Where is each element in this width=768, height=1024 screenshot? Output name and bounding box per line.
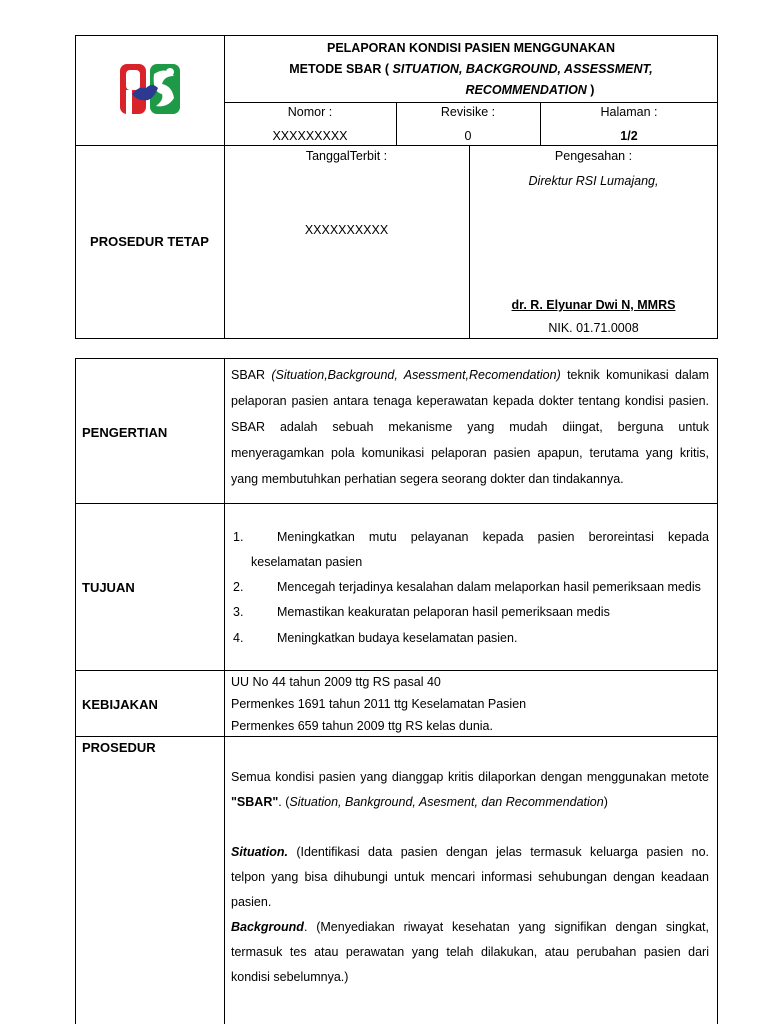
title-italic: SITUATION, BACKGROUND, ASSESSMENT, xyxy=(392,62,653,76)
tujuan-item-text: Memastikan keakuratan pelaporan hasil pemeriksaan medis xyxy=(277,605,610,619)
pengesahan-role xyxy=(469,173,718,189)
pengertian-rest: teknik komunikasi dalam xyxy=(560,368,709,382)
document-title xyxy=(224,38,718,101)
revisi-label: Revisike : xyxy=(440,105,496,119)
tujuan-label: TUJUAN xyxy=(82,580,135,595)
situation-line xyxy=(231,840,709,865)
halaman-label: Halaman : xyxy=(600,105,658,119)
prosedur-tetap-label: PROSEDUR TETAP xyxy=(90,234,209,249)
title-line-3 xyxy=(224,80,718,101)
pengesahan-label: Pengesahan : xyxy=(554,149,633,163)
divider xyxy=(224,358,225,1024)
prosedur-line: Semua kondisi pasien yang dianggap kritis dilaporkan dengan menggunakan metote xyxy=(231,770,709,784)
pengesahan-role-text: Direktur RSI Lumajang, xyxy=(528,174,659,188)
pengertian-label: PENGERTIAN xyxy=(82,425,168,440)
situation-paragraph xyxy=(231,840,709,915)
tujuan-item xyxy=(233,579,709,595)
background-line: kondisi sebelumnya.) xyxy=(231,970,349,984)
pengertian-line: pelaporan pasien antara tenaga keperawatan kepada dokter tentang kondisi pasien. xyxy=(231,394,709,408)
tujuan-item-text: keselamatan pasien xyxy=(251,555,363,569)
pengertian-text xyxy=(231,362,709,492)
background-line xyxy=(231,915,709,940)
situation-text: (Identifikasi data pasien dengan jelas termasuk keluarga pasien no. xyxy=(287,845,709,859)
title-line-2 xyxy=(224,59,718,80)
signer-nik: NIK. 01.71.0008 xyxy=(548,321,639,335)
pengertian-line xyxy=(231,362,709,388)
halaman-value: 1/2 xyxy=(620,129,638,143)
tujuan-item-number: 2. xyxy=(233,580,244,594)
tujuan-item xyxy=(233,604,709,620)
nomor-label: Nomor : xyxy=(287,105,333,119)
title-line-1: PELAPORAN KONDISI PASIEN MENGGUNAKAN xyxy=(327,41,615,55)
divider xyxy=(75,145,718,146)
prosedur-line xyxy=(231,790,709,815)
pengertian-line: yang membutuhkan perhatian segera seorang dokter dan tindakannya. xyxy=(231,472,624,486)
tujuan-item-number: 4. xyxy=(233,631,244,645)
sbar-bold: "SBAR" xyxy=(231,795,279,809)
tujuan-item xyxy=(233,630,709,646)
signer-name-text: dr. R. Elyunar Dwi N, MMRS xyxy=(511,298,676,312)
background-label: Background xyxy=(231,920,304,934)
kebijakan-label: KEBIJAKAN xyxy=(82,697,158,712)
title-prefix: METODE SBAR ( xyxy=(289,62,393,76)
signer-name xyxy=(469,297,718,313)
prosedur-end: ) xyxy=(603,795,608,809)
divider xyxy=(75,503,718,504)
tujuan-item-number: 3. xyxy=(233,605,244,619)
tujuan-item-text: Mencegah terjadinya kesalahan dalam melaporkan hasil pemeriksaan medis xyxy=(277,580,701,594)
prosedur-intro xyxy=(231,765,709,815)
pengertian-line: SBAR adalah sebuah mekanisme yang mudah diingat, berguna untuk xyxy=(231,420,709,434)
tujuan-item xyxy=(233,529,709,570)
title-suffix: ) xyxy=(586,83,595,97)
prosedur-label: PROSEDUR xyxy=(82,740,156,755)
background-text: . (Menyediakan riwayat kesehatan yang signifikan dengan singkat, xyxy=(303,920,709,934)
background-line: termasuk tes atau perawatan yang telah dilakukan, atau perubahan pasien dari xyxy=(231,945,709,959)
tanggal-label: TanggalTerbit : xyxy=(305,149,388,163)
hospital-logo xyxy=(118,60,182,118)
situation-label: Situation. xyxy=(231,845,288,859)
situation-line: telpon yang bisa dihubungi untuk mencari informasi sehubungan dengan keadaan xyxy=(231,870,709,884)
prosedur-mid: . ( xyxy=(278,795,290,809)
pengertian-italic: (Situation,Background, Asessment,Recomendation) xyxy=(271,368,561,382)
tujuan-item-text: Meningkatkan budaya keselamatan pasien. xyxy=(277,631,518,645)
kebijakan-item: Permenkes 659 tahun 2009 ttg RS kelas dunia. xyxy=(231,719,493,733)
tujuan-item-text: Meningkatkan mutu pelayanan kepada pasien beroreintasi kepada xyxy=(277,530,709,544)
tanggal-value: XXXXXXXXXX xyxy=(304,223,389,237)
tujuan-item-number: 1. xyxy=(233,530,244,544)
prosedur-italic: Situation, Bankground, Asesment, dan Recommendation xyxy=(289,795,604,809)
pengertian-sbar: SBAR xyxy=(231,368,272,382)
pengertian-line: menyeragamkan pola komunikasi pelaporan pasien apapun, terutama yang kritis, xyxy=(231,446,709,460)
kebijakan-list xyxy=(231,671,709,737)
situation-line: pasien. xyxy=(231,895,272,909)
nomor-value: XXXXXXXXX xyxy=(272,129,348,143)
kebijakan-item: UU No 44 tahun 2009 ttg RS pasal 40 xyxy=(231,675,441,689)
revisi-value: 0 xyxy=(464,129,472,143)
kebijakan-item: Permenkes 1691 tahun 2011 ttg Keselamatan Pasien xyxy=(231,697,527,711)
divider xyxy=(224,102,718,103)
background-paragraph xyxy=(231,915,709,990)
title-italic-2: RECOMMENDATION xyxy=(465,83,587,97)
